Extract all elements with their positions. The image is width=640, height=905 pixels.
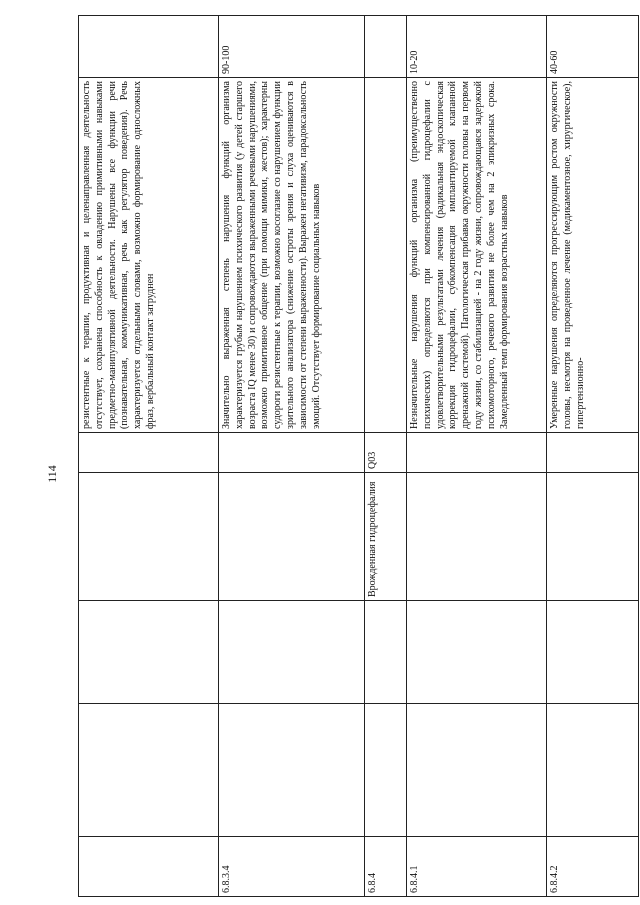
percent-cell [79,16,219,78]
empty-cell [79,704,219,837]
empty-cell [547,704,639,837]
empty-cell [407,704,547,837]
percent-cell: 40-60 [547,16,639,78]
page-number: 114 [45,465,59,483]
percent-cell: 10-20 [407,16,547,78]
empty-cell [79,601,219,704]
rotated-table-wrapper [78,16,638,897]
description-cell: Умеренные нарушения определяются прогрессирующим ростом окружности головы, несмотря на проведенное лечение (медикаментозное, хирургическое), гипертензионно- [547,78,639,433]
empty-cell [365,704,407,837]
description-cell: Незначительные нарушения функций организма (преимущественно психических) определяются при компенсированной гидроцефалии с удовлетворительными результатами лечения (радикальная эндоскопическая коррекция гидроцефалии, субкомпенсация имплантируемой клапанной дренажной системой). Патологическая прибавка окружности головы на первом году жизни, со стабилизацией - на 2 году жизни, сопровождающаяся задержкой психомоторного, речевого развития не более чем на 2 эпикризных срока. Замедленный темп формирования возрастных навыков [407,78,547,433]
percent-cell [365,16,407,78]
empty-cell [219,601,365,704]
icd-cell [79,433,219,473]
table-row [547,16,639,897]
icd-cell [547,433,639,473]
description-cell [365,78,407,433]
name-cell: Врожденная гидроцефалия [365,473,407,601]
icd-cell [407,433,547,473]
icd-cell: Q03 [365,433,407,473]
code-cell: 6.8.4.1 [407,837,547,897]
empty-cell [219,704,365,837]
empty-cell [407,601,547,704]
name-cell [79,473,219,601]
description-cell: Значительно выраженная степень нарушения функций организма характеризуется грубым нарушением психического развития (у детей старшего возраста IQ менее 30) и сопровождаются выраженными речевыми нарушениями, возможно примитивное общение (при помощи мимики, жестов); характерны судороги резистентные к терапии, возможно косоглазие со нарушением функции зрительного анализатора (снижение остроты зрения и слуха оцениваются в зависимости от степени выраженности). Выражен негативизм, парадоксальность эмоций. Отсутствует формирование социальных навыков [219,78,365,433]
code-cell: 6.8.4 [365,837,407,897]
description-cell: резистентные к терапии, продуктивная и целенаправленная деятельность отсутствует, сохранена способность к овладению примитивными навыками предметно-манипулятивной деятельности. Нарушены все функции речи (познавательная, коммуникативная, речь как регулятор поведения). Речь характеризуется отдельными словами, возможно формирование односложных фраз, вербальный контакт затруднен [79,78,219,433]
disability-criteria-table [78,15,639,897]
percent-cell: 90-100 [219,16,365,78]
code-cell: 6.8.4.2 [547,837,639,897]
empty-cell [547,601,639,704]
name-cell [407,473,547,601]
table-row [219,16,365,897]
name-cell [547,473,639,601]
empty-cell [365,601,407,704]
code-cell: 6.8.3.4 [219,837,365,897]
name-cell [219,473,365,601]
code-cell [79,837,219,897]
icd-cell [219,433,365,473]
table-row [79,16,219,897]
table-row [365,16,407,897]
table-row [407,16,547,897]
